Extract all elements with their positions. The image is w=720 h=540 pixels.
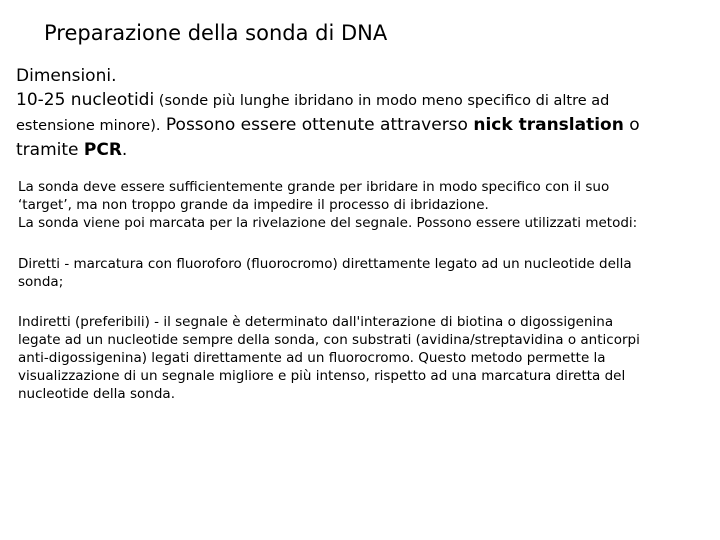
text-line: Indiretti (preferibili) - il segnale è determinato dall'interazione di biotina o digossigenina [18,314,614,330]
intro-line-3 [16,113,706,138]
nucleotide-range: 10-25 nucleotidi [16,90,155,110]
specificity-note: (sonde più lunghe ibridano in modo meno specifico di altre ad [154,93,610,109]
text-line: legate ad un nucleotide sempre della sonda, con substrati (avidina/streptavidina o anticorpi [18,332,640,348]
intro-paragraph [16,64,706,162]
direct-method-paragraph [18,255,708,291]
text-line: ‘target’, ma non troppo grande da impedire il processo di ibridazione. [18,197,489,213]
intro-line-2 [16,88,706,113]
intro-line-4 [16,138,706,162]
slide-title: Preparazione della sonda di DNA [44,21,388,45]
period: . [121,140,128,160]
methods-connector: o [623,115,640,135]
probe-size-paragraph [18,178,708,232]
text-line: sonda; [18,274,64,290]
text-line: visualizzazione di un segnale migliore e più intenso, rispetto ad una marcatura diretta del [18,368,626,384]
specificity-note-end: estensione minore). [16,118,161,134]
methods-text: Possono essere ottenute attraverso [160,115,474,135]
pcr-term: PCR [83,140,122,160]
dimensions-heading: Dimensioni. [16,66,117,86]
text-line: La sonda deve essere sufficientemente grande per ibridare in modo specifico con il suo [18,179,610,195]
text-line: nucleotide della sonda. [18,386,175,402]
text-line: Diretti - marcatura con fluoroforo (fluorocromo) direttamente legato ad un nucleotide della [18,256,632,272]
text-line: anti-digossigenina) legati direttamente ad un fluorocromo. Questo metodo permette la [18,350,606,366]
nick-translation-term: nick translation [473,115,624,135]
methods-text-2: tramite [16,140,84,160]
text-line: La sonda viene poi marcata per la rivelazione del segnale. Possono essere utilizzati metodi: [18,215,638,231]
indirect-method-paragraph [18,313,708,403]
